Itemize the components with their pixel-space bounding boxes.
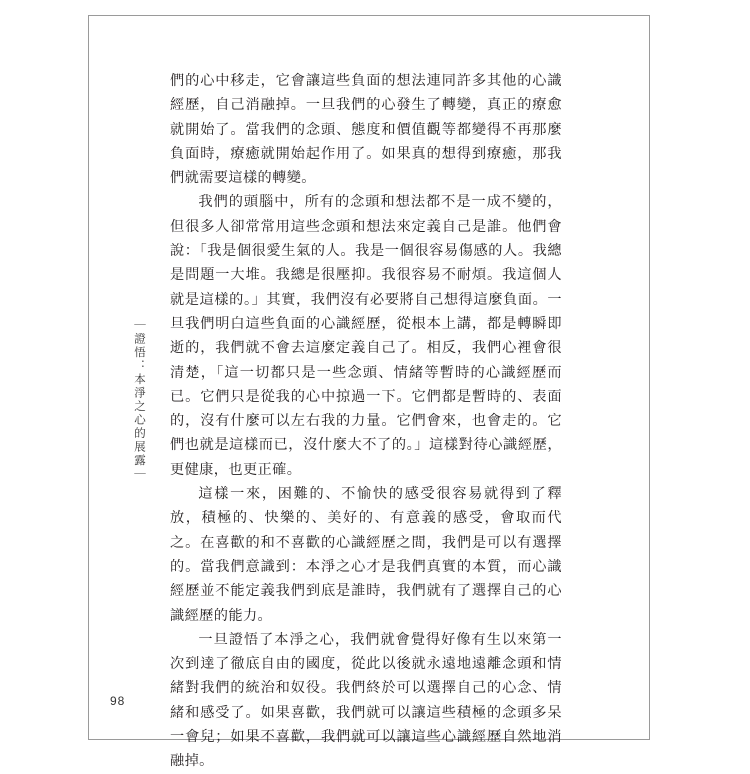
running-head: ｜證悟：本淨之心的展露｜ bbox=[133, 319, 147, 481]
page-number: 98 bbox=[110, 694, 126, 708]
paragraph-2: 我們的頭腦中，所有的念頭和想法都不是一成不變的，但很多人卻常常用這些念頭和想法來定義自己是誰。他們會說：「我是個很愛生氣的人。我是一個很容易傷感的人。我總是問題一大堆。我總是很壓抑。我很容易不耐煩。我這個人就是這樣的。」其實，我們沒有必要將自己想得這麼負面。一旦我們明白這些負面的心識經歷，從根本上講，都是轉瞬即逝的，我們就不會去這麼定義自己了。相反，我們心裡會很清楚，「這一切都只是一些念頭、情緒等暫時的心識經歷而已。它們只是從我的心中掠過一下。它們都是暫時的、表面的，沒有什麼可以左右我的力量。它們會來，也會走的。它們也就是這樣而已，沒什麼大不了的。」這樣對待心識經歷，更健康，也更正確。 bbox=[170, 194, 562, 478]
body-text bbox=[170, 69, 562, 774]
paragraph-3: 這樣一來，困難的、不愉快的感受很容易就得到了釋放，積極的、快樂的、美好的、有意義的感受，會取而代之。在喜歡的和不喜歡的心識經歷之間，我們是可以有選擇的。當我們意識到：本淨之心才是我們真實的本質，而心識經歷並不能定義我們到底是誰時，我們就有了選擇自己的心識經歷的能力。 bbox=[170, 486, 562, 624]
paragraph-4: 一旦證悟了本淨之心，我們就會覺得好像有生以來第一次到達了徹底自由的國度，從此以後就永遠地遠離念頭和情緒對我們的統治和奴役。我們終於可以選擇自己的心念、情緒和感受了。如果喜歡，我們就可以讓這些積極的念頭多呆一會兒；如果不喜歡，我們就可以讓這些心識經歷自然地消融掉。 bbox=[170, 631, 562, 770]
paragraph-1: 們的心中移走，它會讓這些負面的想法連同許多其他的心識經歷，自己消融掉。一旦我們的心發生了轉變，真正的療愈就開始了。當我們的念頭、態度和價值觀等都變得不再那麼負面時，療癒就開始起作用了。如果真的想得到療癒，那我們就需要這樣的轉變。 bbox=[170, 73, 562, 187]
